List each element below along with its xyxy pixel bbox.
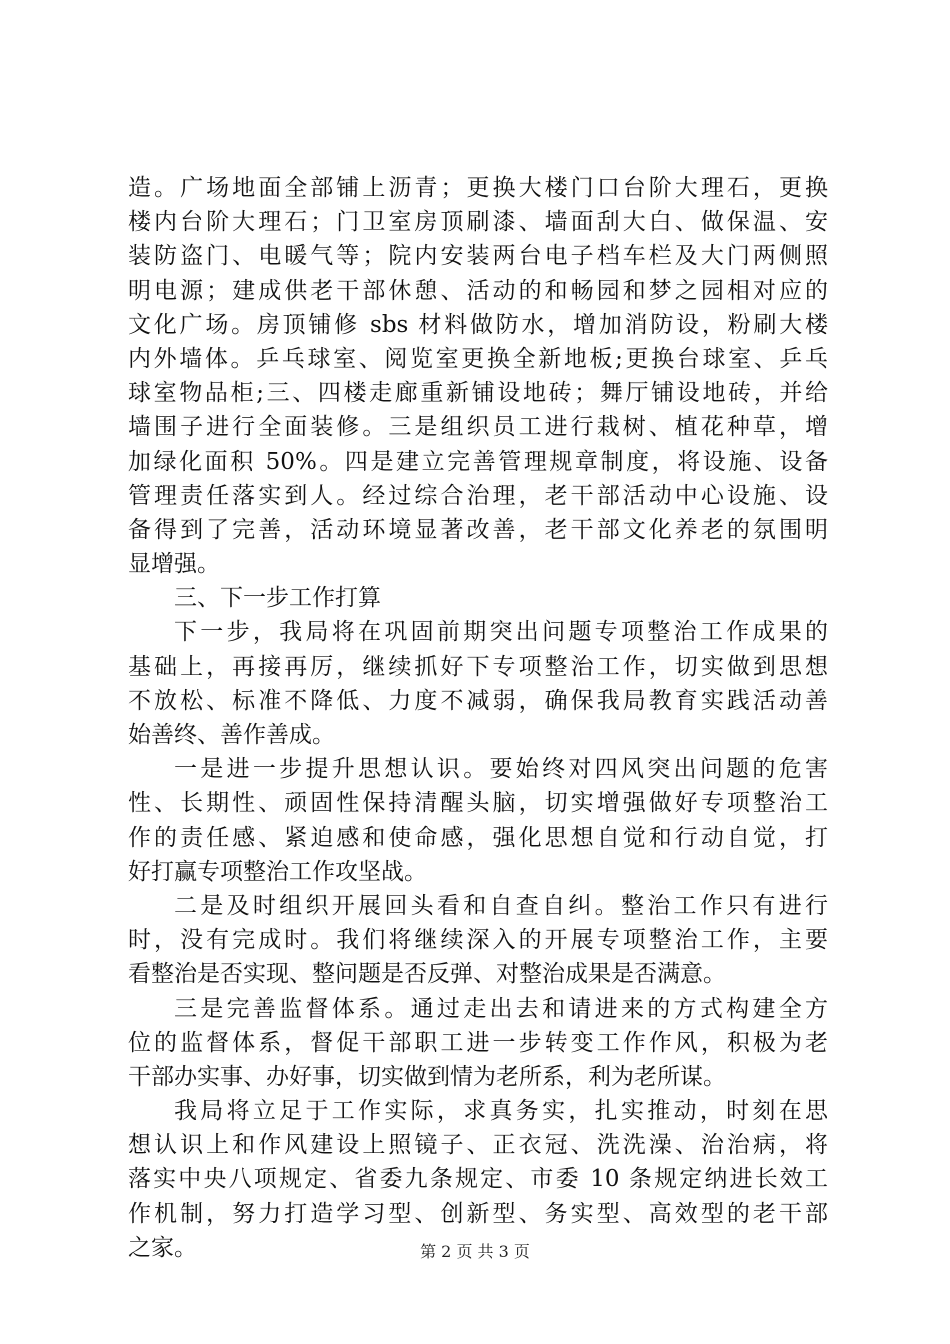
text-line: 不放松、标准不降低、力度不减弱，确保我局教育实践活动善 xyxy=(128,687,828,714)
text-line: 显增强。 xyxy=(128,551,220,578)
text-line: 好打赢专项整治工作攻坚战。 xyxy=(128,858,427,885)
section-heading: 三、下一步工作打算 xyxy=(174,585,381,612)
text-line: 下一步，我局将在巩固前期突出问题专项整治工作成果的 xyxy=(174,619,828,646)
text-line: 想认识上和作风建设上照镜子、正衣冠、洗洗澡、治治病，将 xyxy=(128,1132,828,1159)
text-line: 三是完善监督体系。通过走出去和请进来的方式构建全方 xyxy=(174,995,828,1022)
text-line: 我局将立足于工作实际，求真务实，扎实推动，时刻在思 xyxy=(174,1098,828,1125)
text-line: 性、长期性、顽固性保持清醒头脑，切实增强做好专项整治工 xyxy=(128,790,828,817)
text-line: 墙围子进行全面装修。三是组织员工进行栽树、植花种草，增 xyxy=(128,414,828,441)
text-line: 造。广场地面全部铺上沥青；更换大楼门口台阶大理石，更换 xyxy=(128,175,828,201)
text-line: 明电源；建成供老干部休憩、活动的和畅园和梦之园相对应的 xyxy=(128,277,828,304)
text-line: 干部办实事、办好事，切实做到情为老所系，利为老所谋。 xyxy=(128,1063,726,1090)
text-line: 基础上，再接再厉，继续抓好下专项整治工作，切实做到思想 xyxy=(128,653,828,680)
text-line: 加绿化面积 50%。四是建立完善管理规章制度，将设施、设备 xyxy=(128,448,828,475)
page-number-footer: 第 2 页 共 3 页 xyxy=(420,1242,530,1261)
text-line: 内外墙体。乒乓球室、阅览室更换全新地板;更换台球室、乒乓 xyxy=(128,345,828,372)
text-line: 作机制，努力打造学习型、创新型、务实型、高效型的老干部 xyxy=(128,1200,828,1227)
text-line: 看整治是否实现、整问题是否反弹、对整治成果是否满意。 xyxy=(128,961,726,988)
text-line: 时，没有完成时。我们将继续深入的开展专项整治工作，主要 xyxy=(128,927,828,954)
text-line: 位的监督体系，督促干部职工进一步转变工作作风，积极为老 xyxy=(128,1029,828,1056)
text-line: 楼内台阶大理石；门卫室房顶刷漆、墙面刮大白、做保温、安 xyxy=(128,209,828,236)
text-line: 一是进一步提升思想认识。要始终对四风突出问题的危害 xyxy=(174,756,828,783)
text-line: 作的责任感、紧迫感和使命感，强化思想自觉和行动自觉，打 xyxy=(128,824,828,851)
text-line: 文化广场。房顶铺修 sbs 材料做防水，增加消防设，粉刷大楼 xyxy=(128,311,828,338)
text-line: 管理责任落实到人。经过综合治理，老干部活动中心设施、设 xyxy=(128,482,828,509)
text-line: 二是及时组织开展回头看和自查自纠。整治工作只有进行 xyxy=(174,892,828,919)
text-line: 备得到了完善，活动环境显著改善，老干部文化养老的氛围明 xyxy=(128,516,828,543)
text-line: 球室物品柜;三、四楼走廊重新铺设地砖；舞厅铺设地砖，并给 xyxy=(128,380,828,407)
text-line: 装防盗门、电暖气等；院内安装两台电子档车栏及大门两侧照 xyxy=(128,243,828,270)
text-line: 之家。 xyxy=(128,1234,197,1261)
text-line: 始善终、善作善成。 xyxy=(128,722,335,748)
text-line: 落实中央八项规定、省委九条规定、市委 10 条规定纳进长效工 xyxy=(128,1166,828,1193)
body-text xyxy=(128,171,828,1265)
